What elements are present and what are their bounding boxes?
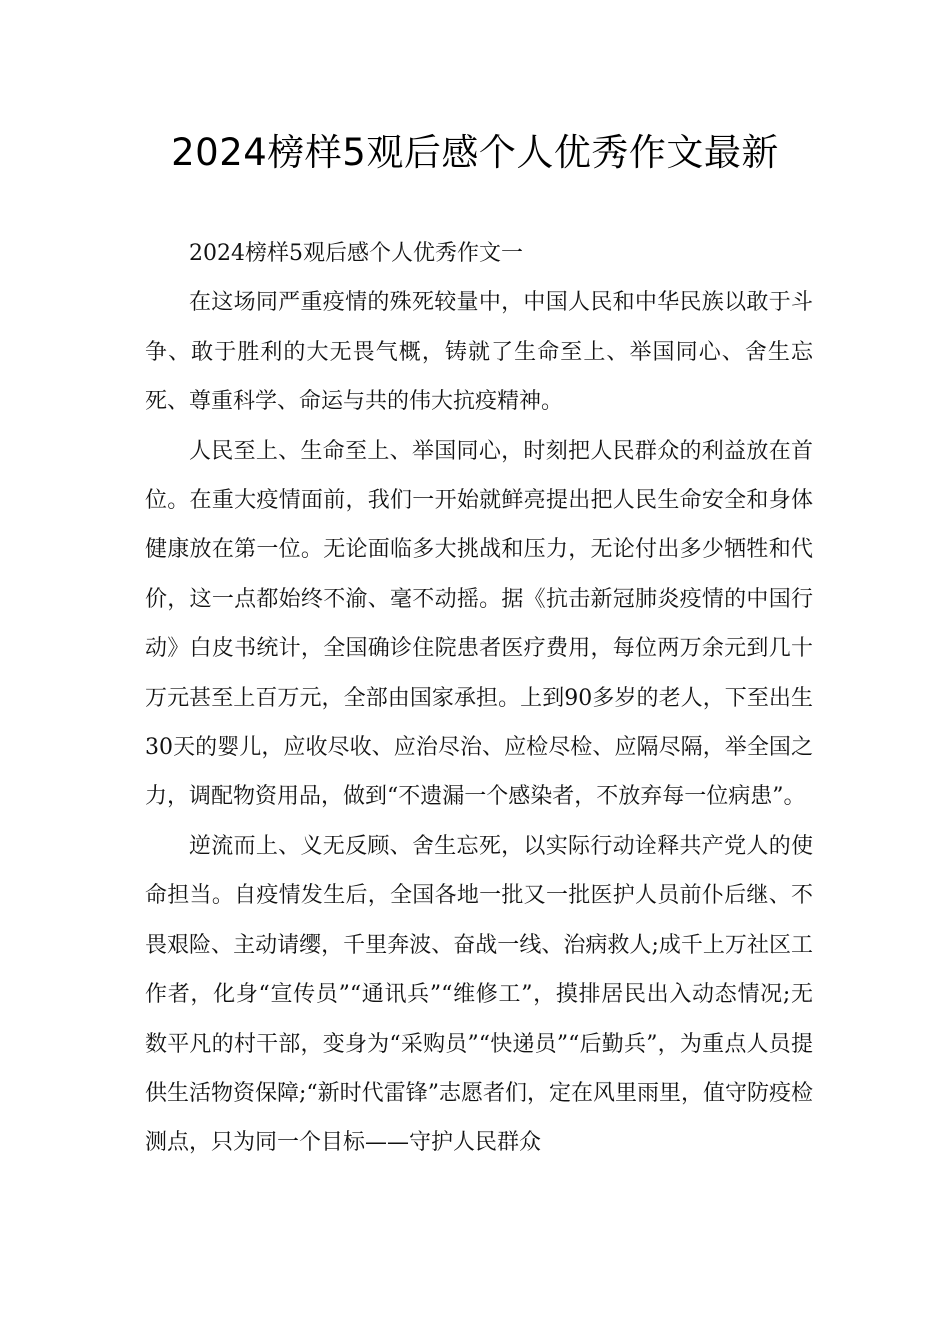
document-body: [145, 229, 813, 1168]
paragraph-1: 在这场同严重疫情的殊死较量中，中国人民和中华民族以敢于斗争、敢于胜利的大无畏气概，铸就了生命至上、举国同心、舍生忘死、尊重科学、命运与共的伟大抗疫精神。: [145, 290, 813, 415]
document-title: 2024榜样5观后感个人优秀作文最新: [171, 131, 779, 174]
paragraph-3: 逆流而上、义无反顾、舍生忘死，以实际行动诠释共产党人的使命担当。自疫情发生后，全国各地一批又一批医护人员前仆后继、不畏艰险、主动请缨，千里奔波、奋战一线、治病救人;成千上万社区工作者，化身“宣传员”“通讯兵”“维修工”，摸排居民出入动态情况;无数平凡的村干部，变身为“采购员”“快递员”“后勤兵”，为重点人员提供生活物资保障;“新时代雷锋”志愿者们，定在风里雨里，值守防疫检测点，只为同一个目标——守护人民群众: [145, 833, 813, 1156]
section-heading: 2024榜样5观后感个人优秀作文一: [189, 241, 523, 266]
paragraph-2: 人民至上、生命至上、举国同心，时刻把人民群众的利益放在首位。在重大疫情面前，我们一开始就鲜亮提出把人民生命安全和身体健康放在第一位。无论面临多大挑战和压力，无论付出多少牺牲和代价，这一点都始终不渝、毫不动摇。据《抗击新冠肺炎疫情的中国行动》白皮书统计，全国确诊住院患者医疗费用，每位两万余元到几十万元甚至上百万元，全部由国家承担。上到90多岁的老人，下至出生30天的婴儿，应收尽收、应治尽治、应检尽检、应隔尽隔，举全国之力，调配物资用品，做到“不遗漏一个感染者，不放弃每一位病患”。: [145, 438, 813, 810]
